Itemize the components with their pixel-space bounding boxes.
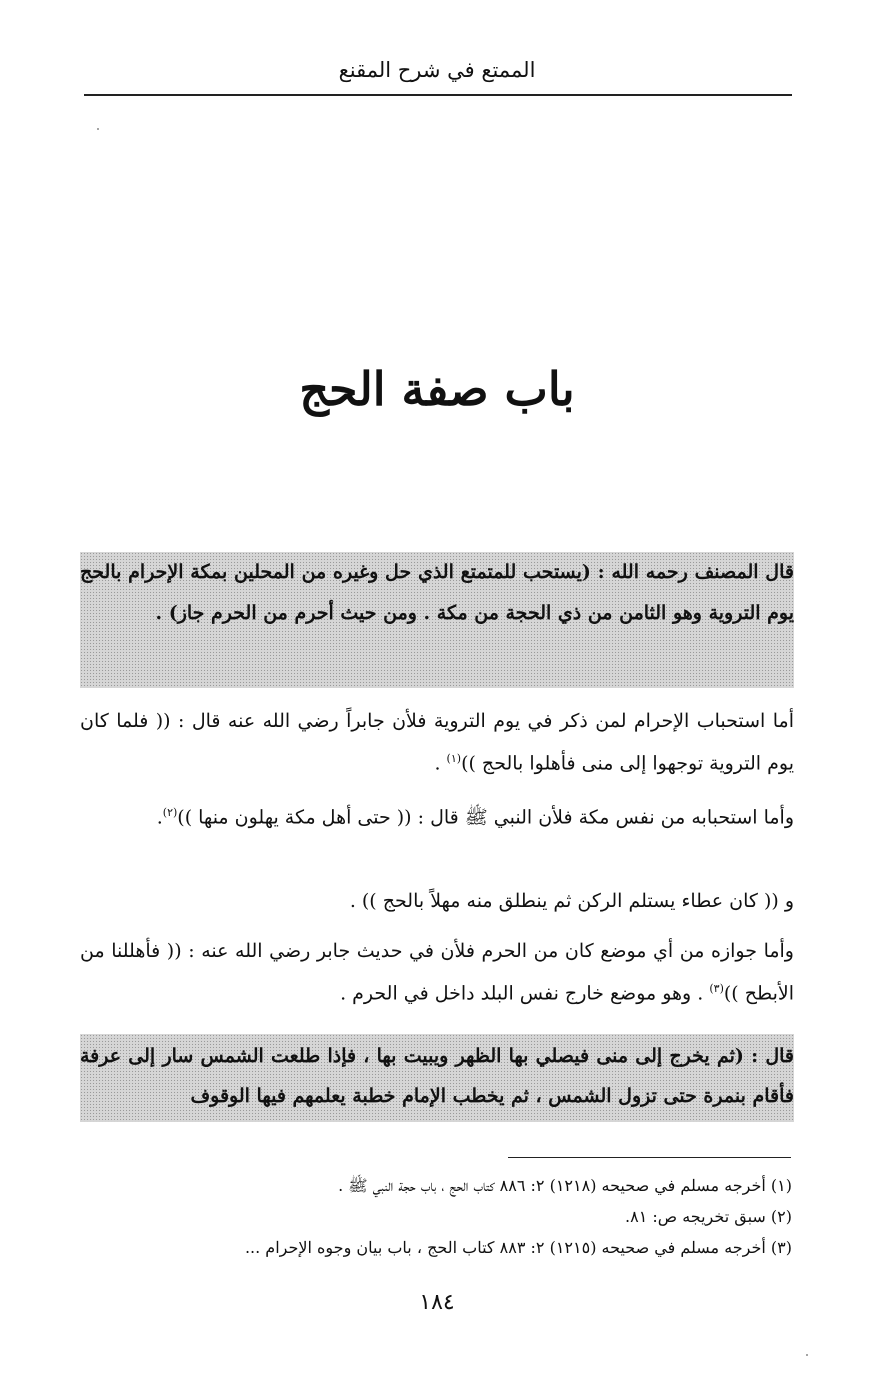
footnote-3: (٣) أخرجه مسلم في صحيحه (١٢١٥) ٢: ٨٨٣ كتاب الحج ، باب بيان وجوه الإحرام ... (244, 1238, 792, 1257)
page-number: ١٨٤ (419, 1290, 455, 1315)
matn-block-1 (80, 552, 794, 688)
footnote-1: (١) أخرجه مسلم في صحيحه (١٢١٨) ٢: ٨٨٦ كتاب الحج ، باب حجة النبي ﷺ . (338, 1176, 792, 1195)
paragraph-3 (80, 882, 794, 920)
matn-block-1-text: قال المصنف رحمه الله : (يستحب للمتمتع الذي حل وغيره من المحلين بمكة الإحرام بالحج يوم التروية وهو الثامن من ذي الحجة من مكة . ومن حيث أحرم من الحرم جاز) . (80, 561, 794, 624)
chapter-title: باب صفة الحج (299, 362, 575, 416)
paragraph-1 (80, 702, 794, 782)
footnote-2: (٢) سبق تخريجه ص: ٨١. (625, 1207, 792, 1226)
footnote-ref-1[interactable]: (١) (446, 752, 462, 765)
paragraph-2 (80, 794, 794, 836)
scan-speck (97, 128, 99, 130)
paragraph-3-text: و (( كان عطاء يستلم الركن ثم ينطلق منه مهلاً بالحج )) . (349, 890, 794, 912)
paragraph-1-text: أما استحباب الإحرام لمن ذكر في يوم التروية فلأن جابراً رضي الله عنه قال : (( فلما كان يوم التروية توجهوا إلى منى فأهلوا بالحج )) (80, 710, 794, 775)
footnote-ref-3[interactable]: (٣) (709, 982, 724, 995)
scan-speck (806, 1354, 808, 1356)
matn-block-2-text: قال : (ثم يخرج إلى منى فيصلي بها الظهر ويبيت بها ، فإذا طلعت الشمس سار إلى عرفة فأقام بنمرة حتى تزول الشمس ، ثم يخطب الإمام خطبة يعلمهم فيها الوقوف (80, 1045, 794, 1107)
paragraph-2-text: وأما استحبابه من نفس مكة فلأن النبي ﷺ قال : (( حتى أهل مكة يهلون منها )) (177, 806, 794, 829)
running-header: الممتع في شرح المقنع (338, 58, 536, 82)
matn-block-2 (80, 1034, 794, 1122)
paragraph-4-tail: . وهو موضع خارج نفس البلد داخل في الحرم . (340, 982, 710, 1005)
paragraph-1-tail: . (434, 752, 447, 775)
paragraph-2-tail: . (156, 806, 163, 829)
header-rule (84, 94, 792, 96)
footnote-rule (508, 1157, 791, 1158)
paragraph-4-text: وأما جوازه من أي موضع كان من الحرم فلأن في حديث جابر رضي الله عنه : (( فأهللنا من الأبطح )) (80, 940, 794, 1005)
footnotes (80, 1170, 792, 1263)
footnote-ref-2[interactable]: (٢) (162, 806, 178, 819)
paragraph-4 (80, 932, 794, 1012)
